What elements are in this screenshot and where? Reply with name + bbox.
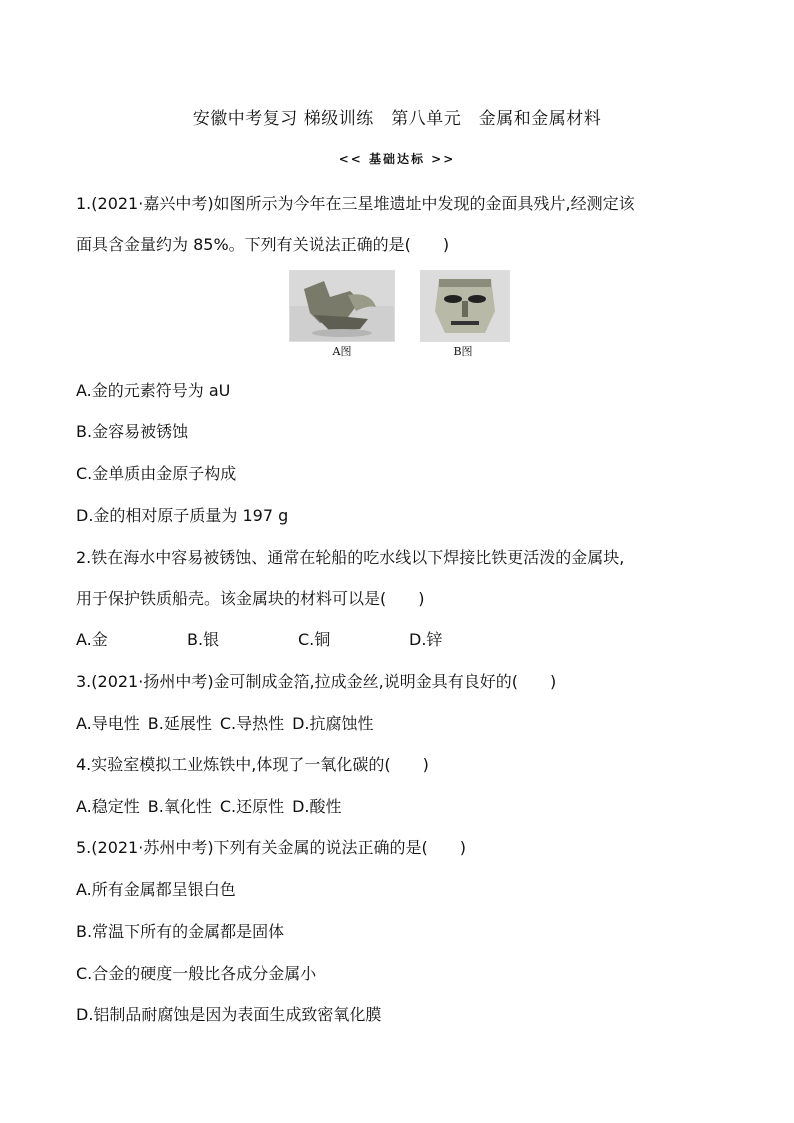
q1-option-c: C.金单质由金原子构成 — [76, 464, 237, 483]
q5-option-b: B.常温下所有的金属都是固体 — [76, 922, 285, 941]
q3-stem: 3.(2021·扬州中考)金可制成金箔,拉成金丝,说明金具有良好的( ) — [76, 672, 557, 691]
q1-option-b: B.金容易被锈蚀 — [76, 422, 189, 441]
q4-options-row — [76, 794, 350, 817]
q2-option-a: A.金 — [76, 630, 108, 649]
q3-option-d: D.抗腐蚀性 — [292, 714, 374, 733]
q1-option-a: A.金的元素符号为 aU — [76, 381, 231, 400]
q1-stem-line2: 面具含金量约为 85%。下列有关说法正确的是( ) — [76, 235, 450, 254]
q5-option-a: A.所有金属都呈银白色 — [76, 880, 236, 899]
figure-a-caption: A图 — [332, 345, 352, 358]
q3-options-row — [76, 711, 382, 734]
mask-fragment-illustration-b — [421, 271, 509, 341]
q2-option-b: B.银 — [187, 630, 220, 649]
section-heading: << 基础达标 >> — [338, 152, 456, 166]
q5-stem: 5.(2021·苏州中考)下列有关金属的说法正确的是( ) — [76, 838, 467, 857]
q3-option-c: C.导热性 — [219, 714, 285, 733]
q3-option-b: B.延展性 — [147, 714, 212, 733]
q5-option-d: D.铝制品耐腐蚀是因为表面生成致密氧化膜 — [76, 1005, 382, 1024]
mask-fragment-illustration-a — [290, 271, 394, 341]
q2-stem-line1: 2.铁在海水中容易被锈蚀、通常在轮船的吃水线以下焊接比铁更活泼的金属块, — [76, 548, 625, 567]
gold-mask-fragment-photo-a — [289, 270, 395, 342]
page-title: 安徽中考复习 梯级训练 第八单元 金属和金属材料 — [192, 109, 602, 129]
q2-options-row — [76, 627, 520, 650]
q4-option-d: D.酸性 — [292, 797, 342, 816]
q5-option-c: C.合金的硬度一般比各成分金属小 — [76, 964, 317, 983]
gold-mask-fragment-photo-b — [420, 270, 510, 342]
q4-option-a: A.稳定性 — [76, 797, 140, 816]
q2-option-d: D.锌 — [409, 630, 443, 649]
q3-option-a: A.导电性 — [76, 714, 140, 733]
q2-stem-line2: 用于保护铁质船壳。该金属块的材料可以是( ) — [76, 589, 425, 608]
figure-b-caption: B图 — [453, 345, 473, 358]
q1-stem-line1: 1.(2021·嘉兴中考)如图所示为今年在三星堆遗址中发现的金面具残片,经测定该 — [76, 194, 635, 213]
q1-option-d: D.金的相对原子质量为 197 g — [76, 506, 289, 525]
q4-option-c: C.还原性 — [219, 797, 285, 816]
q4-option-b: B.氧化性 — [147, 797, 212, 816]
q4-stem: 4.实验室模拟工业炼铁中,体现了一氧化碳的( ) — [76, 755, 429, 774]
q2-option-c: C.铜 — [298, 630, 331, 649]
